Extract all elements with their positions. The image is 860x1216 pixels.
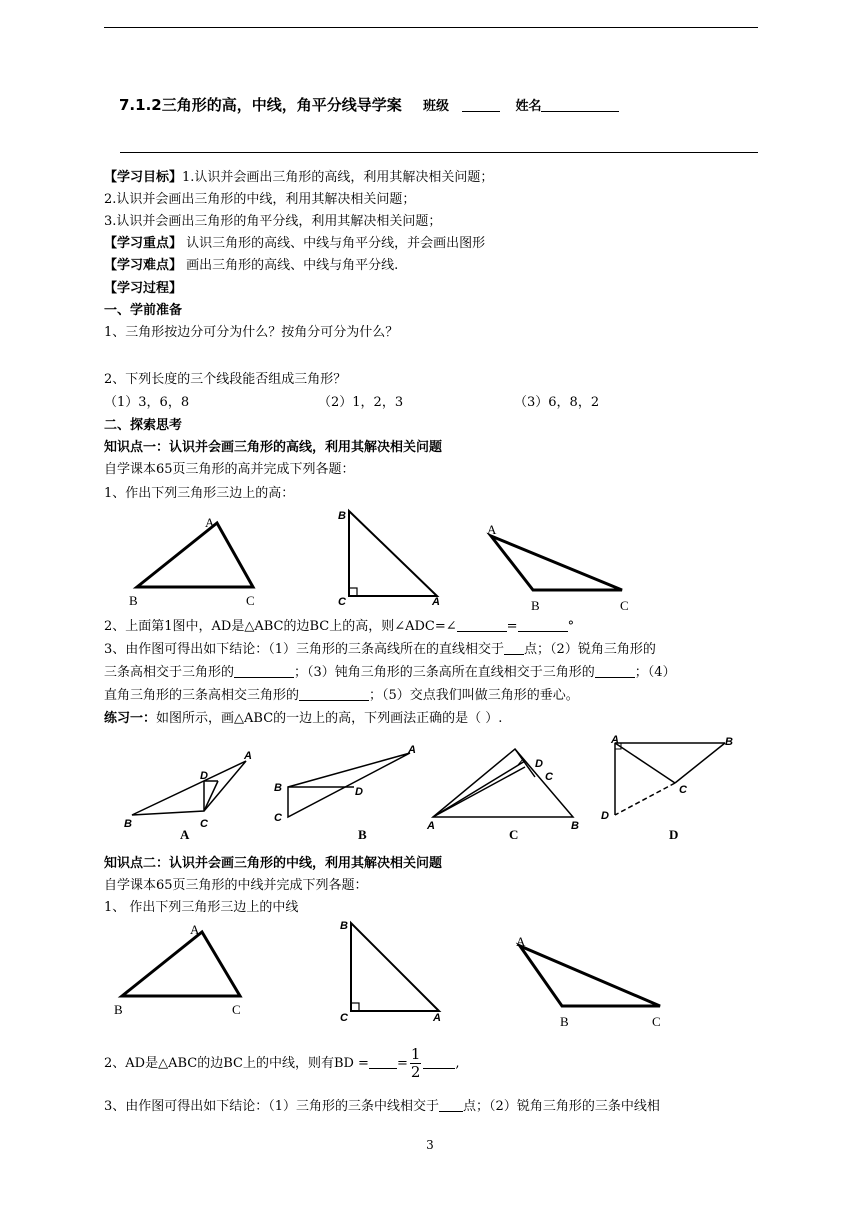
label-C: C xyxy=(652,1014,661,1029)
q2-text-a: 2、上面第1图中，AD是△ABC的边BC上的高，则∠ADC=∠ xyxy=(104,619,457,634)
median-blank-1[interactable] xyxy=(369,1056,397,1069)
key-text: 认识三角形的高线、中线与角平分线，并会画出图形 xyxy=(182,236,486,251)
label-B: B xyxy=(531,598,540,613)
label-A: A xyxy=(432,596,440,608)
label-B: B xyxy=(571,820,579,832)
knowledge-point-2: 知识点二：认识并会画三角形的中线，利用其解决相关问题 xyxy=(104,856,443,871)
section-2-heading: 二、探索思考 xyxy=(104,418,183,433)
q2-text-c: ° xyxy=(567,619,575,634)
option-label-D: D xyxy=(669,827,679,840)
blank-right[interactable] xyxy=(299,688,369,701)
option-1: （1）3，6，8 xyxy=(104,395,190,410)
exercise-1-label: 练习一： xyxy=(104,711,157,726)
exercise-option-C-figure xyxy=(425,745,595,840)
label-D: D xyxy=(601,810,609,822)
kp2-question-1: 1、 作出下列三角形三边上的中线 xyxy=(104,900,299,915)
triangle-figure-acute-1 xyxy=(125,515,265,610)
key-point-line xyxy=(104,236,485,252)
exercise-option-A-figure xyxy=(120,745,260,840)
kp2-q2-text-c: , xyxy=(455,1056,460,1071)
class-blank xyxy=(462,99,500,112)
label-A: A xyxy=(516,934,526,949)
label-C: C xyxy=(620,598,629,613)
label-A: A xyxy=(205,515,215,530)
label-D: D xyxy=(200,770,208,782)
page-number: 3 xyxy=(426,1138,434,1152)
label-D: D xyxy=(535,758,543,770)
option-label-C: C xyxy=(509,827,519,840)
kp2-q3-text-b: 点；（2）锐角三角形的三条中线相 xyxy=(463,1099,660,1114)
kp2-q2-text-b: = xyxy=(396,1056,408,1071)
q3-text-g: ；（5）交点我们叫做三角形的垂心。 xyxy=(369,688,579,703)
goal-line-1 xyxy=(104,170,493,186)
blank-intersect[interactable] xyxy=(504,642,524,655)
label-A: A xyxy=(487,522,497,537)
label-B: B xyxy=(725,736,733,748)
name-blank xyxy=(541,99,619,112)
top-rule xyxy=(104,27,758,28)
label-A: A xyxy=(433,1012,441,1024)
label-D: D xyxy=(355,786,363,798)
name-label: 姓名 xyxy=(515,99,542,114)
label-B: B xyxy=(274,782,282,794)
kp2-question-2 xyxy=(104,1044,460,1084)
label-A: A xyxy=(427,820,435,832)
fraction-numerator: 1 xyxy=(410,1045,421,1063)
q3-text-f: 直角三角形的三条高相交三角形的 xyxy=(104,688,300,703)
label-A: A xyxy=(611,735,619,746)
exercise-option-D-figure xyxy=(595,735,745,840)
kp1-question-3-line-3 xyxy=(104,688,579,704)
angle-blank-2[interactable] xyxy=(518,619,568,632)
exercise-1 xyxy=(104,711,502,727)
triangle-figure-right-2 xyxy=(335,915,455,1025)
angle-blank-1[interactable] xyxy=(457,619,507,632)
section-1-heading: 一、学前准备 xyxy=(104,303,183,318)
goal-line-2: 2.认识并会画出三角形的中线，利用其解决相关问题； xyxy=(104,192,416,207)
difficulty-line xyxy=(104,258,398,274)
label-B: B xyxy=(124,818,132,830)
fraction-denominator: 2 xyxy=(410,1063,421,1081)
label-B: B xyxy=(340,920,348,932)
label-C: C xyxy=(200,818,208,830)
triangle-figure-obtuse-2 xyxy=(512,930,672,1030)
question-2: 2、下列长度的三个线段能否组成三角形？ xyxy=(104,372,347,387)
kp2-q3-text-a: 3、由作图可得出如下结论：（1）三角形的三条中线相交于 xyxy=(104,1099,440,1114)
q2-text-b: = xyxy=(506,619,518,634)
blank-acute[interactable] xyxy=(234,665,294,678)
label-B: B xyxy=(129,593,138,608)
label-C: C xyxy=(545,771,553,783)
process-heading: 【学习过程】 xyxy=(104,281,183,296)
label-C: C xyxy=(246,593,255,608)
label-C: C xyxy=(274,812,282,824)
option-label-B: B xyxy=(358,827,367,840)
fraction-one-half xyxy=(410,1046,422,1081)
label-C: C xyxy=(232,1002,241,1017)
page-title xyxy=(119,94,619,115)
triangle-figure-right-1 xyxy=(335,505,450,610)
goal-1: 1.认识并会画出三角形的高线，利用其解决相关问题； xyxy=(182,170,494,185)
diff-label: 【学习难点】 xyxy=(104,258,183,273)
kp1-question-3-line-2 xyxy=(104,665,676,681)
kp1-intro: 自学课本65页三角形的高并完成下列各题： xyxy=(104,462,355,477)
blank-obtuse[interactable] xyxy=(595,665,635,678)
label-A: A xyxy=(408,745,416,756)
option-label-A: A xyxy=(180,827,190,840)
label-B: B xyxy=(338,510,346,522)
kp1-question-3-line-1 xyxy=(104,642,656,658)
kp2-intro: 自学课本65页三角形的中线并完成下列各题： xyxy=(104,878,368,893)
q3-text-d: ；（3）钝角三角形的三条高所在直线相交于三角形的 xyxy=(294,665,595,680)
q3-text-e: ；（4） xyxy=(634,665,676,680)
label-B: B xyxy=(560,1014,569,1029)
median-intersect-blank[interactable] xyxy=(439,1099,463,1112)
diff-text: 画出三角形的高线、中线与角平分线. xyxy=(182,258,399,273)
kp1-question-1: 1、作出下列三角形三边上的高： xyxy=(104,486,295,501)
knowledge-point-1: 知识点一：认识并会画三角形的高线，利用其解决相关问题 xyxy=(104,440,443,455)
goal-line-3: 3.认识并会画出三角形的角平分线，利用其解决相关问题； xyxy=(104,214,442,229)
exercise-1-text: 如图所示，画△ABC的一边上的高，下列画法正确的是（ ）. xyxy=(156,711,503,726)
label-B: B xyxy=(114,1002,123,1017)
label-C: C xyxy=(340,1012,348,1024)
triangle-figure-obtuse-1 xyxy=(485,520,635,615)
kp2-q2-text-a: 2、AD是△ABC的边BC上的中线，则有BD = xyxy=(104,1056,369,1071)
label-A: A xyxy=(190,922,200,937)
q3-text-b: 点；（2）锐角三角形的 xyxy=(524,642,656,657)
label-C: C xyxy=(679,784,687,796)
triangle-figure-acute-2 xyxy=(110,920,260,1020)
q3-text-c: 三条高相交于三角形的 xyxy=(104,665,235,680)
option-3: （3）6，8，2 xyxy=(514,395,600,410)
title-rule xyxy=(120,152,758,153)
kp2-question-3 xyxy=(104,1099,660,1115)
exercise-option-B-figure xyxy=(270,745,420,840)
median-blank-2[interactable] xyxy=(423,1056,455,1069)
goal-label: 【学习目标】 xyxy=(104,170,183,185)
question-1: 1、三角形按边分可分为什么？按角分可分为什么？ xyxy=(104,325,399,340)
label-C: C xyxy=(338,596,346,608)
label-A: A xyxy=(244,750,252,762)
title-text: 7.1.2三角形的高，中线，角平分线导学案 xyxy=(119,96,402,114)
option-2: （2）1，2，3 xyxy=(318,395,404,410)
kp1-question-2 xyxy=(104,619,574,635)
key-label: 【学习重点】 xyxy=(104,236,183,251)
class-label: 班级 xyxy=(422,99,449,114)
q3-text-a: 3、由作图可得出如下结论：（1）三角形的三条高线所在的直线相交于 xyxy=(104,642,505,657)
